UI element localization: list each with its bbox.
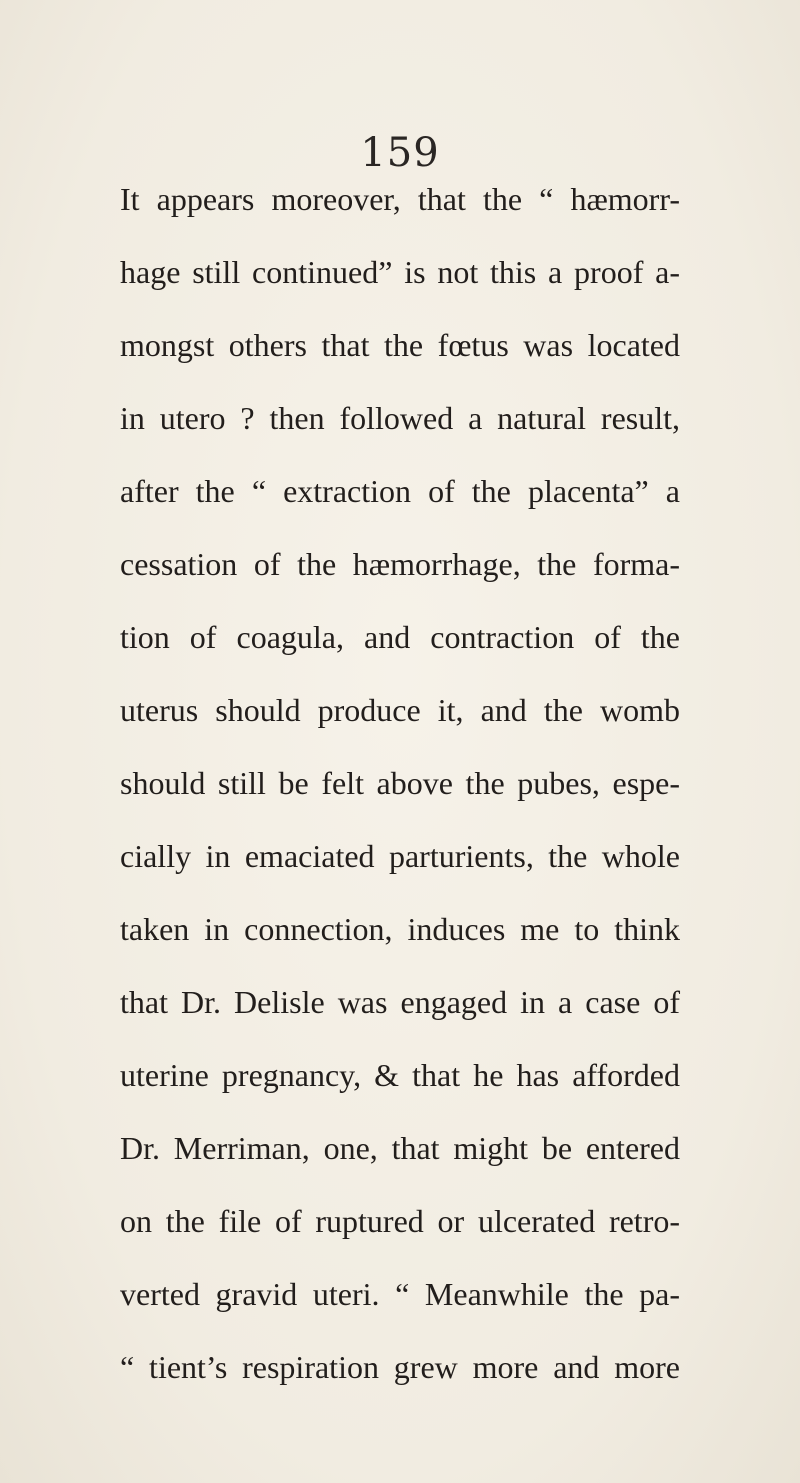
text-line: verted gravid uteri. “ Meanwhile the pa- — [120, 1276, 680, 1312]
text-line: in utero ? then followed a natural result, — [120, 400, 680, 436]
text-line: cessation of the hæmorrhage, the forma- — [120, 546, 680, 582]
text-line: after the “ extraction of the placenta” a — [120, 473, 680, 509]
text-line: It appears moreover, that the “ hæmorr- — [120, 181, 680, 217]
page-number: 159 — [360, 130, 440, 176]
text-line: uterus should produce it, and the womb — [120, 692, 680, 728]
text-line: on the file of ruptured or ulcerated retro- — [120, 1203, 680, 1239]
text-line: should still be felt above the pubes, espe- — [120, 765, 680, 801]
text-line: taken in connection, induces me to think — [120, 911, 680, 947]
text-line: Dr. Merriman, one, that might be entered — [120, 1130, 680, 1166]
text-line: hage still continued” is not this a proof a- — [120, 254, 680, 290]
text-line: mongst others that the fœtus was located — [120, 327, 680, 363]
text-line: “ tient’s respiration grew more and more — [120, 1349, 680, 1385]
text-line: cially in emaciated parturients, the whole — [120, 838, 680, 874]
text-line: that Dr. Delisle was engaged in a case of — [120, 984, 680, 1020]
text-line: tion of coagula, and contraction of the — [120, 619, 680, 655]
body-text — [120, 163, 680, 1404]
text-line: uterine pregnancy, & that he has afforded — [120, 1057, 680, 1093]
